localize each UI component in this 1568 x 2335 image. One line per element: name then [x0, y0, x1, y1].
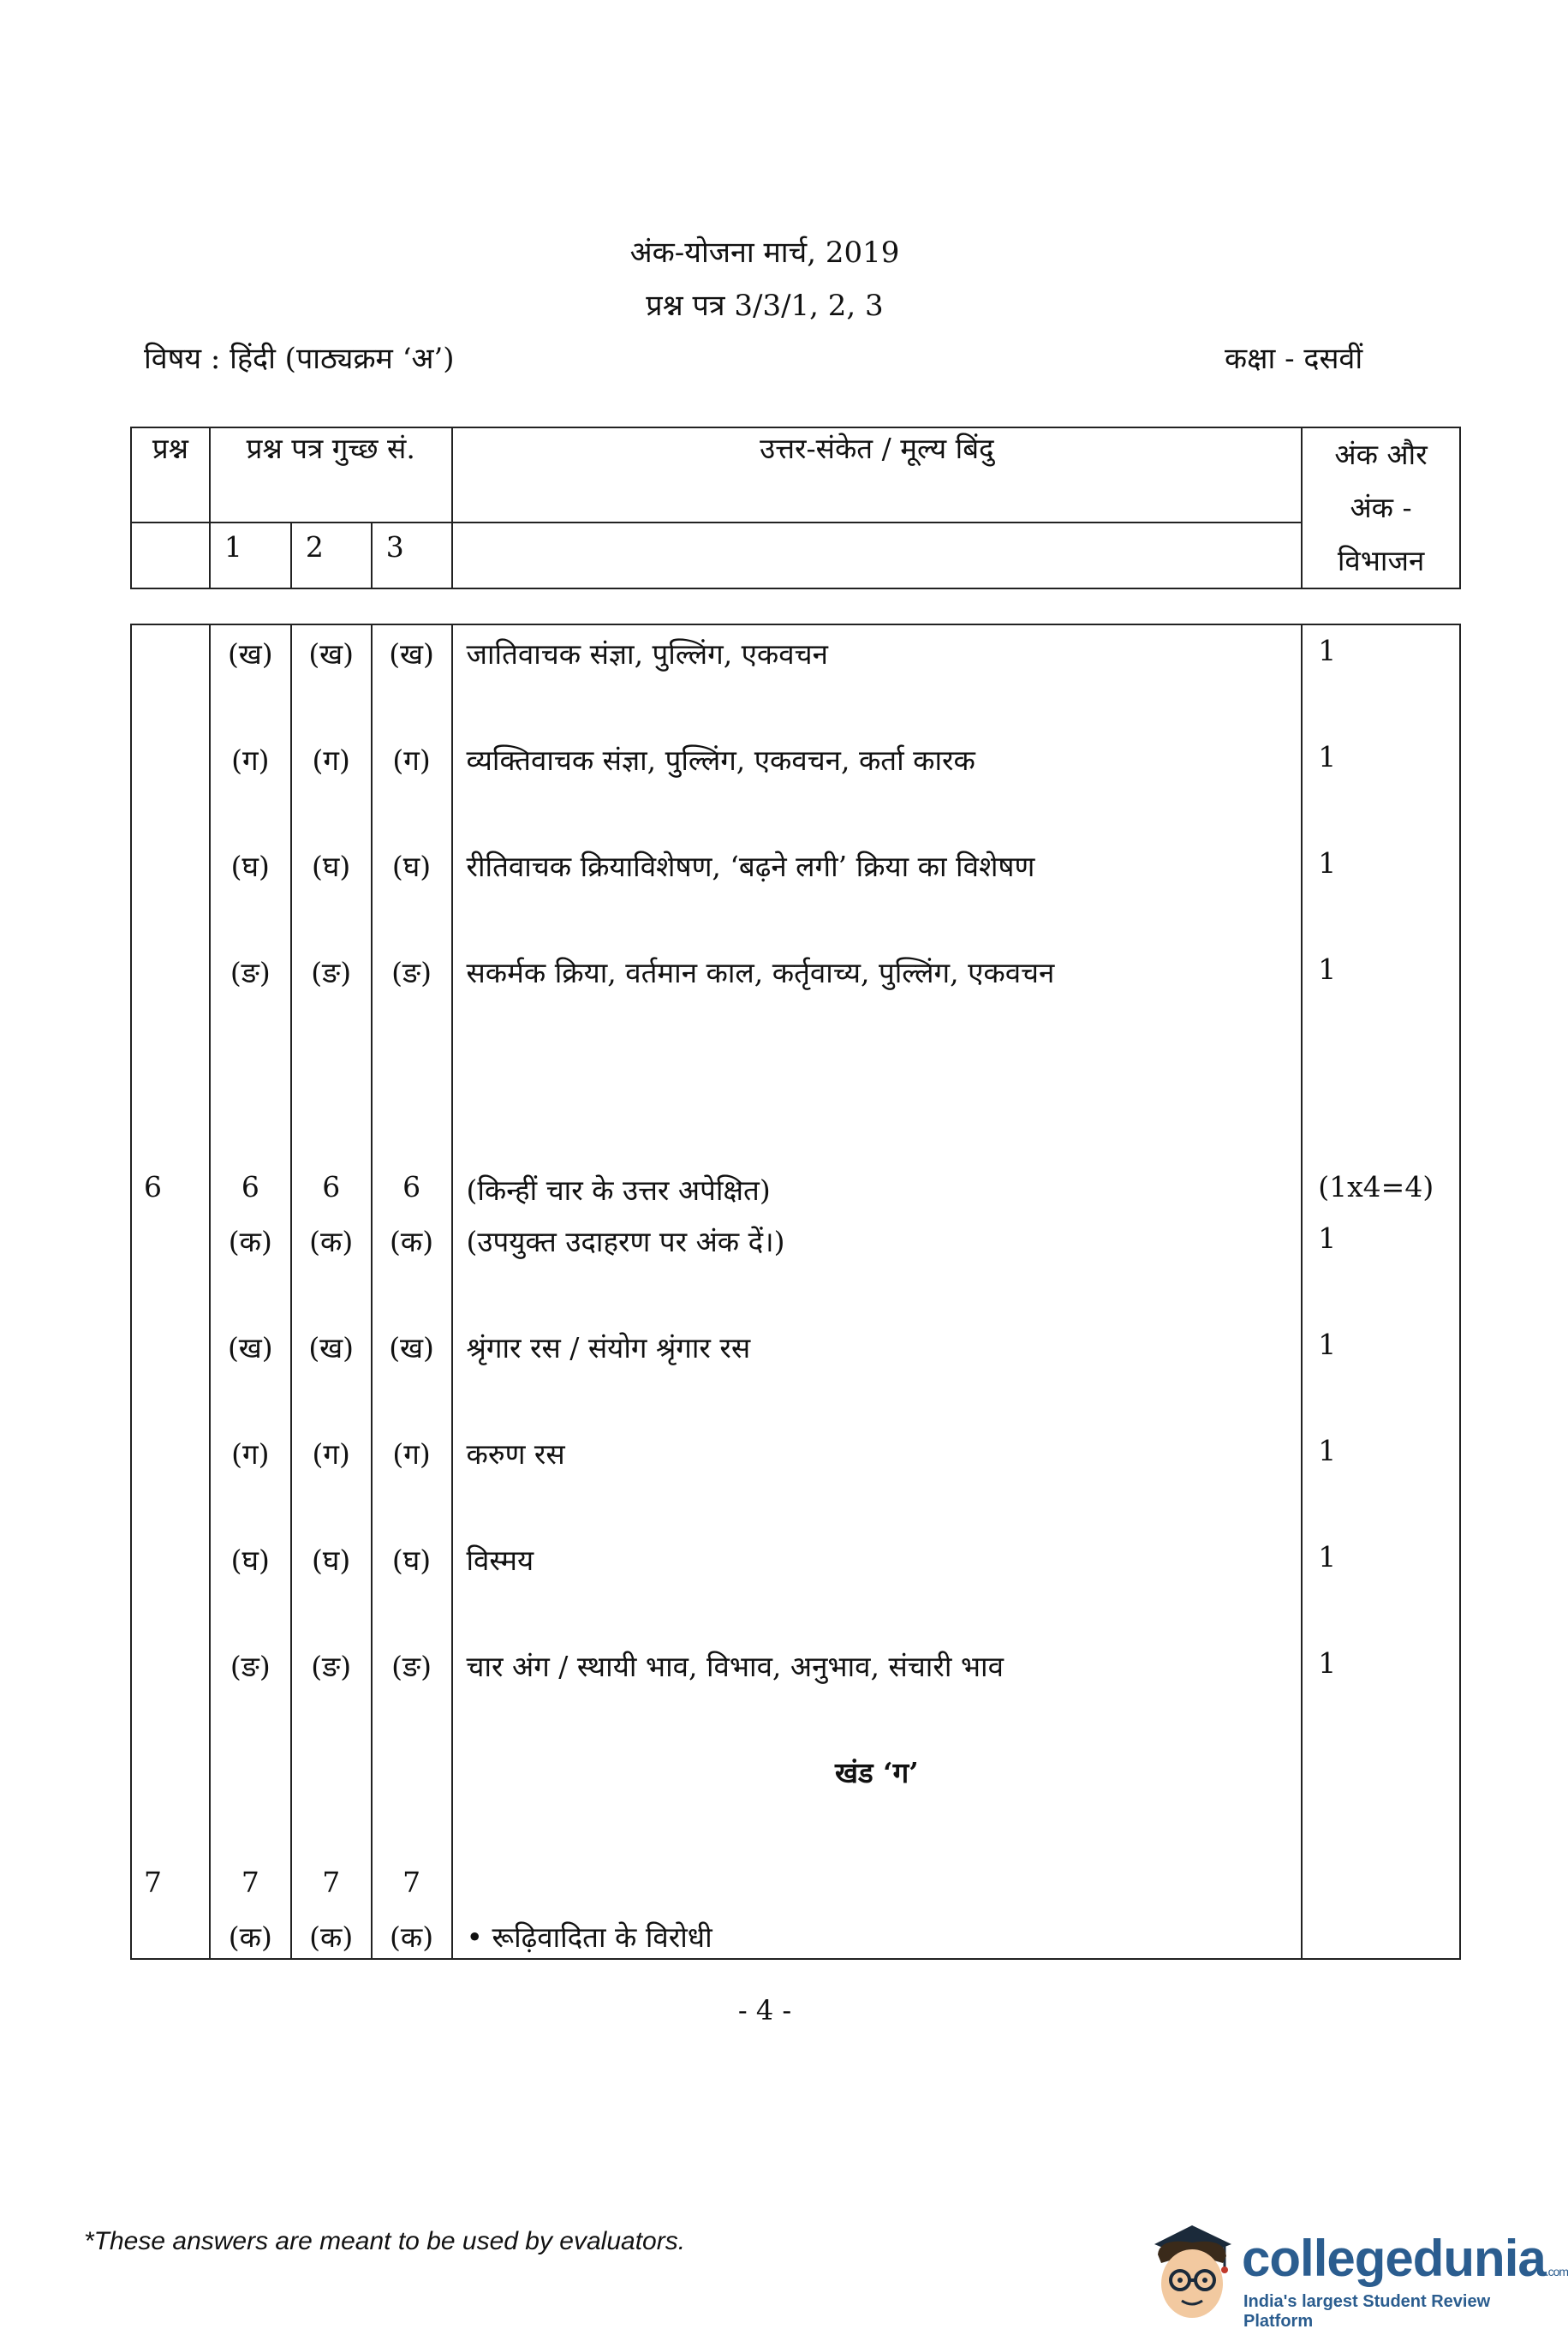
- question-number: 7: [144, 1866, 162, 1899]
- footer-note: *These answers are meant to be used by evaluators.: [84, 2227, 686, 2255]
- class-label: कक्षा - दसवीं: [1225, 342, 1363, 376]
- sub-label: (ङ): [230, 956, 271, 989]
- sub-label: (घ): [230, 1544, 270, 1577]
- sub-label: (घ): [391, 850, 432, 883]
- answer-text: करुण रस: [466, 1437, 565, 1471]
- mark-value: 1: [1318, 740, 1337, 773]
- sub-label: (ग): [392, 1437, 431, 1471]
- marks-header-line: अंक और: [1334, 438, 1428, 471]
- sub-label: (ग): [312, 743, 350, 777]
- subject-label: विषय : हिंदी (पाठ्यक्रम ‘अ’): [144, 342, 455, 376]
- question-number: 6: [144, 1170, 162, 1203]
- sub-label: (ङ): [230, 1650, 271, 1683]
- sub-label: (ख): [308, 637, 355, 671]
- answer-text: व्यक्तिवाचक संज्ञा, पुल्लिंग, एकवचन, कर्ता कारक: [466, 743, 975, 777]
- answer-text: (किन्हीं चार के उत्तर अपेक्षित): [466, 1173, 771, 1207]
- paper-code: प्रश्न पत्र 3/3/1, 2, 3: [646, 289, 884, 323]
- sub-label: (घ): [391, 1544, 432, 1577]
- sub-label: (क): [228, 1225, 272, 1258]
- collegedunia-logo[interactable]: [1139, 2210, 1568, 2335]
- sub-label: (घ): [312, 1544, 351, 1577]
- sub-label: 6: [322, 1170, 341, 1203]
- sub-label: 6: [241, 1170, 259, 1203]
- header-empty-cell: [452, 523, 1302, 588]
- answer-column: [453, 625, 1302, 1958]
- answer-text: श्रृंगार रस / संयोग श्रृंगार रस: [466, 1331, 751, 1365]
- header-question-col: प्रश्न: [131, 427, 210, 523]
- sub-label: (घ): [230, 850, 270, 883]
- sub-label: (ख): [227, 637, 273, 671]
- set-number: 2: [291, 523, 372, 588]
- logo-wordmark: [1242, 2229, 1568, 2288]
- marks-header-line: अंक -: [1350, 491, 1412, 524]
- mark-value: 1: [1318, 1221, 1337, 1255]
- sub-label: (क): [390, 1920, 434, 1954]
- mark-value: 1: [1318, 1646, 1337, 1680]
- logo-tagline: India's largest Student Review Platform: [1243, 2292, 1491, 2331]
- header-marks-col: [1302, 427, 1460, 588]
- sub-label: (ग): [231, 1437, 270, 1471]
- mark-value: 1: [1318, 634, 1337, 667]
- student-mascot-icon: [1139, 2219, 1242, 2330]
- logo-dotcom: .com: [1545, 2265, 1568, 2278]
- answer-text: विस्मय: [466, 1544, 534, 1577]
- document-title: अंक-योजना मार्च, 2019: [629, 236, 900, 270]
- mark-value: 1: [1318, 1540, 1337, 1574]
- sub-label: (ग): [392, 743, 431, 777]
- answer-text: चार अंग / स्थायी भाव, विभाव, अनुभाव, संचारी भाव: [466, 1650, 1004, 1683]
- answer-text: रीतिवाचक क्रियाविशेषण, ‘बढ़ने लगी’ क्रिया का विशेषण: [466, 850, 1035, 883]
- sub-label: (ख): [389, 637, 434, 671]
- mark-value: 1: [1318, 846, 1337, 880]
- mark-value: 1: [1318, 1434, 1337, 1467]
- section-heading: खंड ‘ग’: [835, 1756, 919, 1789]
- header-table: [130, 427, 1461, 589]
- answer-text: (उपयुक्त उदाहरण पर अंक दें।): [466, 1225, 785, 1258]
- sub-label: (क): [309, 1225, 354, 1258]
- sub-label: (क): [228, 1920, 272, 1954]
- answer-text: सकर्मक क्रिया, वर्तमान काल, कर्तृवाच्य, पुल्लिंग, एकवचन: [466, 956, 1055, 989]
- sub-label: (ख): [308, 1331, 355, 1365]
- sub-label: (ग): [312, 1437, 350, 1471]
- header-empty-cell: [131, 523, 210, 588]
- sub-label: (क): [309, 1920, 354, 1954]
- sub-label: (ग): [231, 743, 270, 777]
- set1-column: [211, 625, 290, 1958]
- set3-column: [373, 625, 451, 1958]
- sub-label: (ख): [389, 1331, 434, 1365]
- set-number: 3: [372, 523, 452, 588]
- marks-column: [1303, 625, 1459, 1958]
- header-answer-col: उत्तर-संकेत / मूल्य बिंदु: [452, 427, 1302, 523]
- page-number: - 4 -: [737, 1994, 792, 2027]
- mark-value: (1x4=4): [1318, 1170, 1434, 1203]
- sub-label: (ङ): [311, 956, 352, 989]
- sub-label: (क): [390, 1225, 434, 1258]
- mark-value: 1: [1318, 1328, 1337, 1361]
- question-column: [132, 625, 209, 1958]
- sub-label: (ख): [227, 1331, 273, 1365]
- sub-label: 6: [402, 1170, 421, 1203]
- sub-label: (ङ): [311, 1650, 352, 1683]
- logo-name: collegedunia: [1242, 2230, 1546, 2287]
- sub-label: (घ): [312, 850, 351, 883]
- set2-column: [292, 625, 371, 1958]
- header-set-col: प्रश्न पत्र गुच्छ सं.: [210, 427, 452, 523]
- set-number: 1: [210, 523, 291, 588]
- answer-table: [130, 624, 1461, 1960]
- answer-text: जातिवाचक संज्ञा, पुल्लिंग, एकवचन: [466, 637, 828, 671]
- sub-label: 7: [322, 1866, 341, 1899]
- mark-value: 1: [1318, 953, 1337, 986]
- sub-label: 7: [241, 1866, 259, 1899]
- answer-text: • रूढ़िवादिता के विरोधी: [466, 1920, 712, 1954]
- marks-header-line: विभाजन: [1337, 544, 1425, 577]
- sub-label: (ङ): [391, 1650, 432, 1683]
- sub-label: 7: [402, 1866, 421, 1899]
- sub-label: (ङ): [391, 956, 432, 989]
